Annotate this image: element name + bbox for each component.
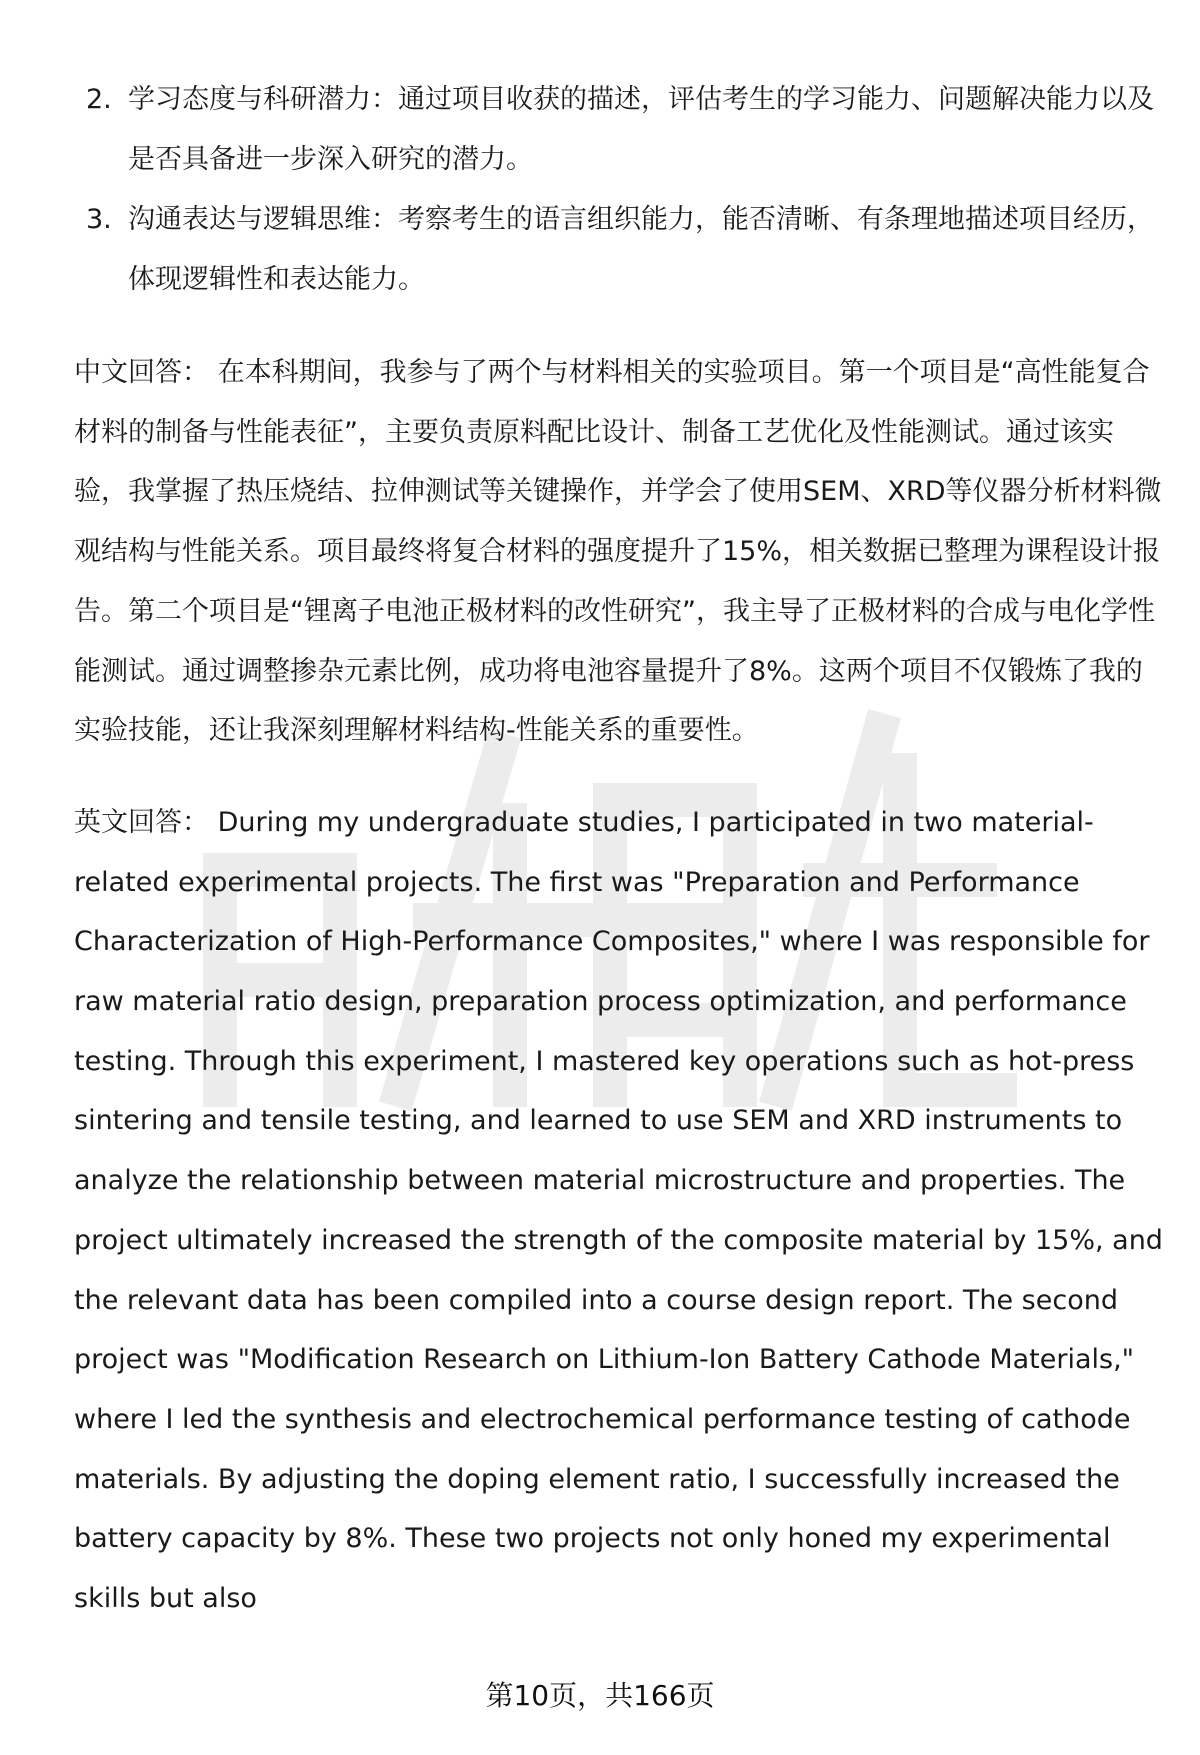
english-answer — [74, 793, 1164, 1629]
english-answer-label: 英文回答： — [74, 806, 209, 838]
chinese-answer-text: 在本科期间，我参与了两个与材料相关的实验项目。第一个项目是“高性能复合材料的制备与性能表征”，主要负责原料配比设计、制备工艺优化及性能测试。通过该实验，我掌握了热压烧结、拉伸测试等关键操作，并学会了使用SEM、XRD等仪器分析材料微观结构与性能关系。项目最终将复合材料的强度提升了15%，相关数据已整理为课程设计报告。第二个项目是“锂离子电池正极材料的改性研究”，我主导了正极材料的合成与电化学性能测试。通过调整掺杂元素比例，成功将电池容量提升了8%。这两个项目不仅锻炼了我的实验技能，还让我深刻理解材料结构-性能关系的重要性。 — [74, 357, 1162, 747]
list-number: 2. — [86, 84, 112, 115]
chinese-answer-label: 中文回答： — [74, 357, 209, 388]
list-item-3 — [74, 190, 1164, 310]
list-text: 沟通表达与逻辑思维：考察考生的语言组织能力，能否清晰、有条理地描述项目经历，体现逻辑性和表达能力。 — [128, 204, 1154, 295]
list-item-2 — [74, 70, 1164, 190]
english-answer-text: During my undergraduate studies, I participated in two material-related experimental projects. The first was "Preparation and Performance Characterization of High-Performance Composites," where I was responsible for raw material ratio design, preparation process optimization, and performance testing. Through this experiment, I mastered key operations such as hot-press sintering and tensile testing, and learned to use SEM and XRD instruments to analyze the relationship between material microstructure and properties. The project ultimately increased the strength of the composite material by 15%, and the relevant data has been compiled into a course design report. The second project was "Modification Research on Lithium-Ion Battery Cathode Materials," where I led the synthesis and electrochemical performance testing of cathode materials. By adjusting the doping element ratio, I successfully increased the battery capacity by 8%. These two projects not only honed my experimental skills but also — [74, 806, 1163, 1615]
list-text: 学习态度与科研潜力：通过项目收获的描述，评估考生的学习能力、问题解决能力以及是否具备进一步深入研究的潜力。 — [128, 84, 1154, 175]
document-body — [74, 70, 1164, 1629]
list-number: 3. — [86, 204, 112, 235]
page-number: 第10页，共166页 — [485, 1679, 715, 1712]
chinese-answer — [74, 343, 1164, 761]
